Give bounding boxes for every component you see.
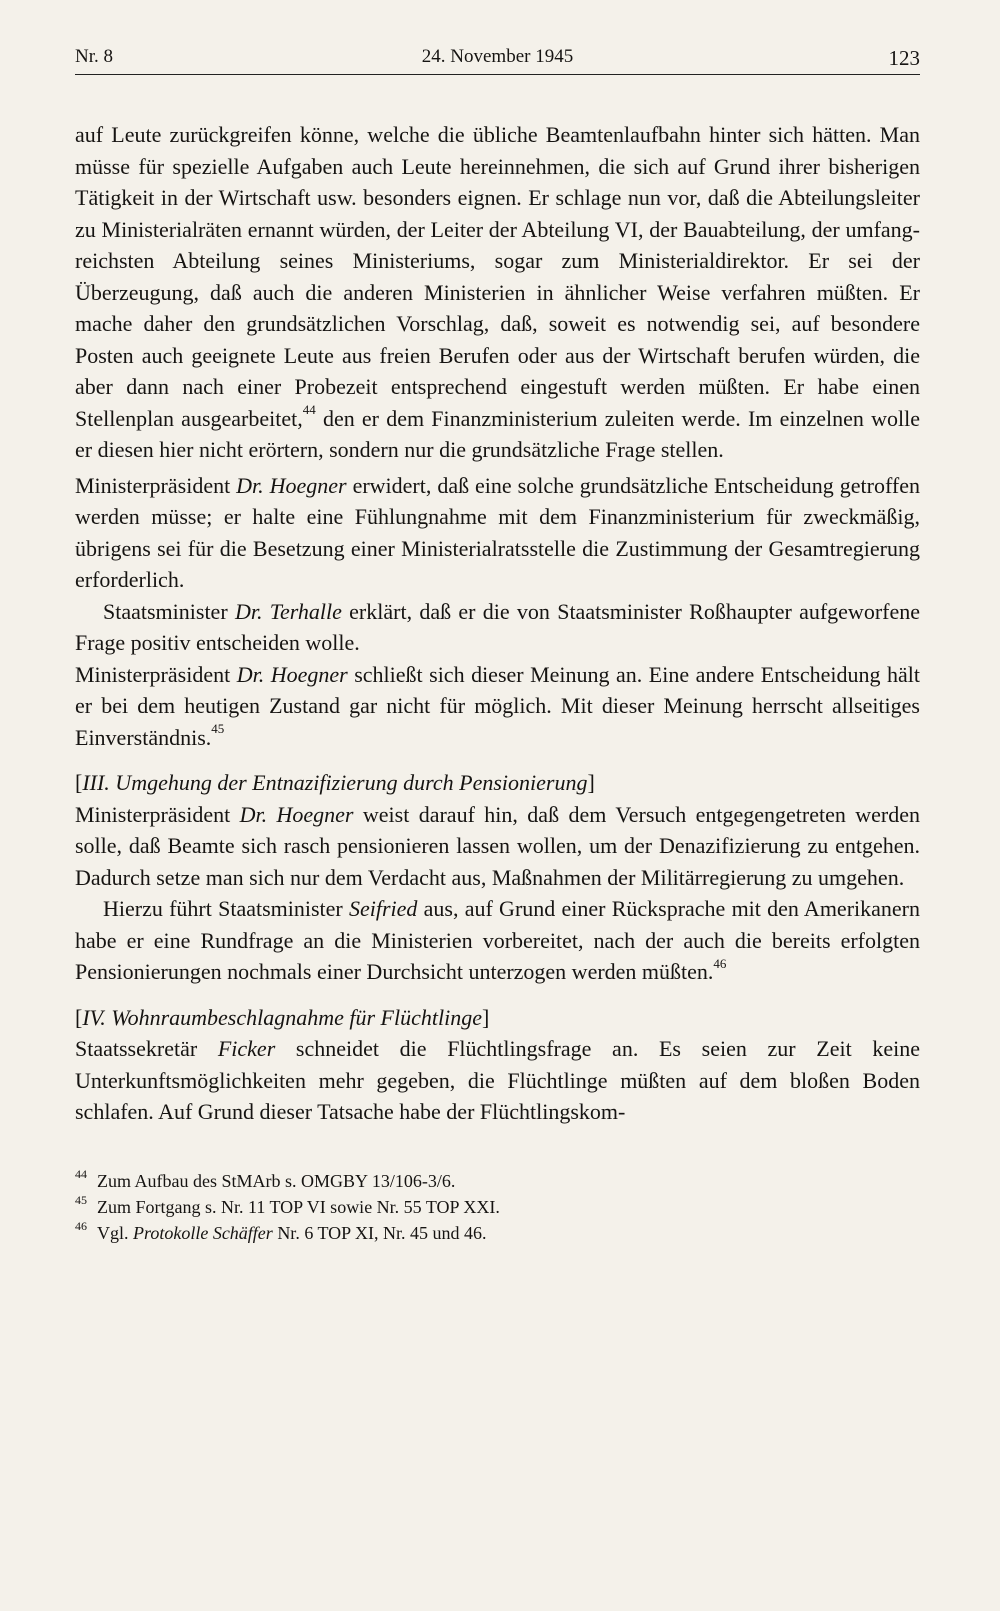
paragraph	[75, 470, 920, 596]
footnote-ref[interactable]: 45	[211, 721, 225, 737]
paragraph-text: aus, auf Grund einer Rücksprache mit den Amerikanern habe er eine Rundfrage an die Ministerien vorbereitet, nach der auch die bereits erfolgten Pensionierungen nochmals einer Durchsicht unterzogen werden müßten.	[75, 896, 920, 984]
document-page	[75, 40, 920, 1246]
paragraph-text: Hierzu führt Staatsminister	[103, 896, 349, 921]
paragraph-text: Ministerpräsident	[75, 801, 240, 827]
footnote-text: Zum Aufbau des StMArb s. OMGBY 13/106-3/6.	[97, 1170, 456, 1191]
speaker-name: Ficker	[217, 1036, 276, 1061]
footnote-number: 44	[75, 1166, 87, 1181]
paragraph	[75, 1033, 920, 1128]
issue-number: Nr. 8	[75, 46, 113, 67]
speaker-name: Dr. Terhalle	[234, 598, 342, 624]
paragraph-text: schließt sich dieser Meinung an. Eine andere Entscheidung hält er bei dem heutigen Zustand gar nicht für möglich. Mit dieser Meinung herrscht allseitiges Einverständnis.	[75, 661, 920, 750]
paragraph-text: Staatsminister	[103, 598, 235, 624]
footnote-number: 46	[75, 1218, 87, 1233]
footnote-source-title: Protokolle Schäffer	[133, 1222, 273, 1243]
paragraph-text: schneidet die Flüchtlingsfrage an. Es seien zur Zeit keine Unterkunftsmöglichkeiten mehr gegeben, die Flüchtlinge müßten auf dem bloßen Boden schlafen. Auf Grund dieser Tatsache habe der Flüchtlingskom-	[75, 1036, 921, 1124]
paragraph-text: auf Leute zurückgreifen könne, welche die übliche Beamtenlaufbahn hinter sich hätten. Man müsse für spezielle Aufgaben auch Leute hereinnehmen, die sich auf Grund ihrer bisherigen Tätigkeit in der Wirtschaft usw. besonders eignen. Er schlage nun vor, daß die Abteilungsleiter zu Ministerialräten ernannt würden, der Leiter der Abteilung VI, der Bauabteilung, der umfangreichsten Abteilung seines Ministeriums, sogar zum Ministerialdirektor. Er sei der Überzeugung, daß auch die anderen Ministerien in ähnlicher Weise verfahren müßten. Er mache daher den grundsätzlichen Vorschlag, daß, soweit es notwendig sei, auf besondere Posten auch geeignete Leute aus freien Berufen oder aus der Wirtschaft berufen würden, die aber dann nach einer Probezeit entsprechend eingestuft werden müßten. Er habe einen Stellenplan ausgearbeitet,	[75, 122, 920, 431]
running-head	[75, 40, 920, 75]
footnote-number: 45	[75, 1192, 87, 1207]
speaker-name: Dr. Hoegner	[236, 472, 347, 498]
footnote-ref[interactable]: 46	[713, 955, 727, 971]
body-text	[75, 119, 920, 1128]
footnotes	[75, 1168, 920, 1246]
paragraph-text: erwidert, daß eine solche grundsätzliche Entscheidung getroffen werden müsse; er halte eine Fühlungnahme mit dem Finanzministerium für zweckmäßig, übrigens sei für die Besetzung einer Ministerialratsstelle die Zustimmung der Gesamtregierung erforderlich.	[75, 472, 920, 592]
section-heading-iv: [IV. Wohnraumbeschlagnahme für Flüchtlinge]	[75, 1004, 490, 1030]
footnote-ref[interactable]: 44	[302, 402, 316, 418]
paragraph-text: Ministerpräsident	[75, 661, 237, 687]
paragraph	[75, 893, 920, 988]
footnote-text: Zum Fortgang s. Nr. 11 TOP VI sowie Nr. 55 TOP XXI.	[97, 1196, 500, 1217]
paragraph	[75, 799, 920, 894]
paragraph	[75, 596, 920, 659]
speaker-name: Dr. Hoegner	[239, 801, 354, 827]
footnote-text: Vgl.	[97, 1222, 133, 1243]
paragraph-text: weist darauf hin, daß dem Versuch entgegengetreten werden solle, daß Beamte sich rasch pensionieren lassen wollen, um der Denazifizierung zu entgehen. Dadurch setze man sich nur dem Verdacht aus, Maßnahmen der Militärregierung zu umgehen.	[75, 801, 920, 890]
footnote-text: Nr. 6 TOP XI, Nr. 45 und 46.	[272, 1222, 487, 1243]
footnote-44	[75, 1168, 920, 1194]
paragraph-text: den er dem Finanzministerium zuleiten werde. Im einzelnen wolle er diesen hier nicht erörtern, sondern nur die grundsätzliche Frage stellen.	[75, 405, 920, 462]
meeting-date: 24. November 1945	[421, 46, 574, 67]
footnote-46	[75, 1220, 920, 1246]
paragraph	[75, 659, 920, 754]
section-heading-iii: [III. Umgehung der Entnazifizierung durch Pensionierung]	[75, 770, 595, 795]
paragraph-text: Ministerpräsident	[75, 472, 237, 498]
section-title: IV. Wohnraumbeschlagnahme für Flüchtlinge	[82, 1004, 482, 1030]
section-title: III. Umgehung der Entnazifizierung durch Pensionierung	[82, 770, 588, 795]
footnote-45	[75, 1194, 920, 1220]
speaker-name: Seifried	[348, 896, 418, 921]
speaker-name: Dr. Hoegner	[236, 661, 348, 687]
paragraph	[75, 119, 920, 466]
paragraph-text: erklärt, daß er die von Staatsminister Roßhaupter aufgeworfene Frage positiv entscheiden wolle.	[75, 598, 920, 655]
page-number: 123	[888, 46, 920, 70]
paragraph-text: Staatssekretär	[75, 1036, 218, 1061]
